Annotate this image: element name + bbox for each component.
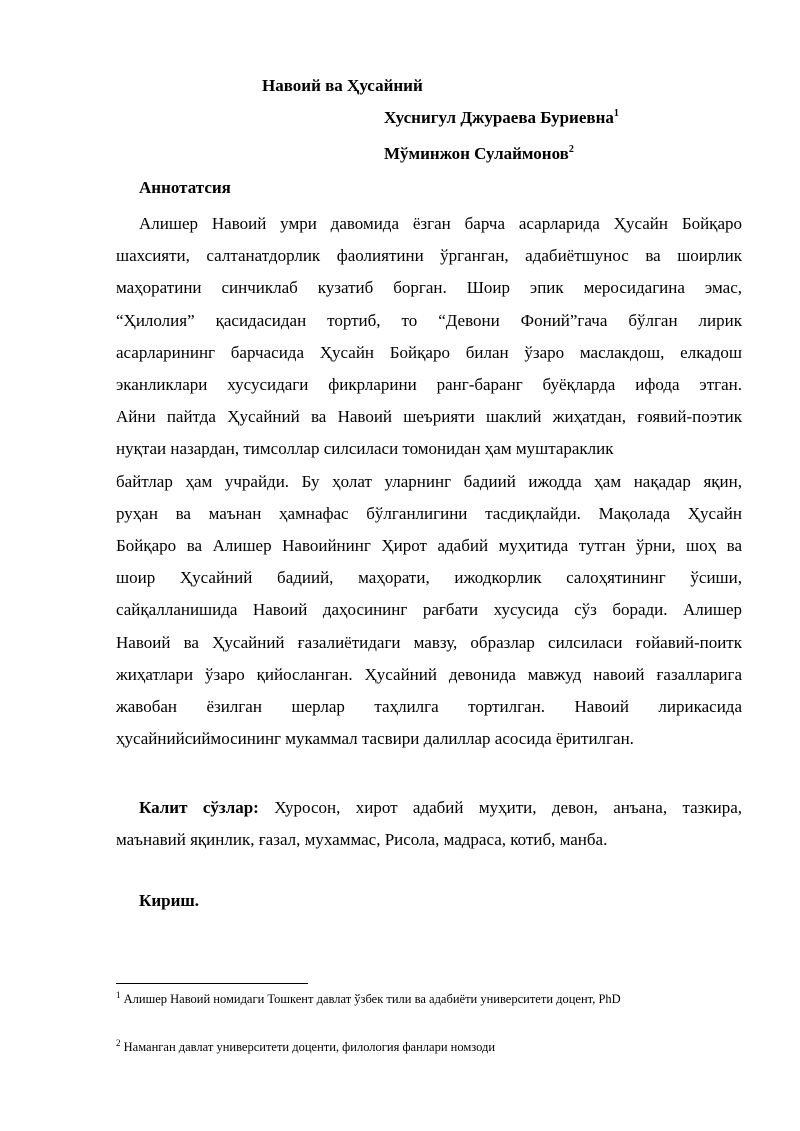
- keywords-block: [116, 792, 742, 856]
- annotation-line: ҳусайнийсиймосининг мукаммал тасвири далиллар асосида ёритилган.: [116, 729, 634, 749]
- annotation-heading: Аннотатсия: [139, 178, 231, 197]
- author-name-1: [384, 108, 619, 128]
- annotation-line: маҳоратини синчиклаб кузатиб борган. Шоир эпик меросидагина эмас,: [116, 278, 742, 298]
- annotation-line: шахсияти, салтанатдорлик фаолиятини ўрганган, адабиётшунос ва шоирлик: [116, 246, 742, 266]
- annotation-line: Алишер Навоий умри давомида ёзган барча асарларида Ҳусайн Бойқаро: [139, 214, 742, 233]
- author-name-text: Мўминжон Сулаймонов: [384, 144, 569, 163]
- annotation-line: руҳан ва маънан ҳамнафас бўлганлигини тасдиқлайди. Мақолада Ҳусайн: [116, 503, 742, 523]
- footnote-separator: [116, 983, 308, 984]
- annotation-line: сайқалланишида Навоий даҳосининг рағбати хусусида сўз боради. Алишер: [116, 600, 742, 620]
- footnote-mark: 2: [568, 144, 574, 155]
- intro-heading: Кириш.: [139, 891, 199, 910]
- keywords-text: Хуросон, хирот адабий муҳити, девон, анъана, тазкира,: [258, 798, 743, 817]
- annotation-line: шоир Ҳусайний бадиий, маҳорати, ижодкорлик салоҳятининг ўсиши,: [116, 568, 742, 588]
- author-name-2: [384, 144, 574, 164]
- annotation-line: эканликлари хусусидаги фикрларини ранг-баранг буёқларда ифода этган.: [116, 375, 742, 395]
- footnote-text: Наманган давлат университети доценти, филология фанлари номзоди: [120, 1040, 496, 1054]
- annotation-line: жавобан ёзилган шерлар таҳлилга тортилган. Навоий лирикасида: [116, 697, 742, 717]
- footnote-number: 1: [116, 990, 121, 1000]
- footnote-mark: 1: [613, 108, 619, 119]
- footnote-1: [116, 992, 621, 1007]
- annotation-line: Навоий ва Ҳусайний ғазалиётидаги мавзу, образлар силсиласи ғойавий-поитк: [116, 632, 742, 652]
- footnote-number: 2: [116, 1038, 121, 1048]
- annotation-line: Айни пайтда Ҳусайний ва Навоий шеърияти шаклий жиҳатдан, ғоявий-поэтик: [116, 407, 742, 427]
- annotation-body: [116, 208, 742, 755]
- keywords-label: Калит сўзлар:: [139, 798, 259, 817]
- document-title: Навоий ва Ҳусайний: [262, 76, 423, 95]
- annotation-line: байтлар ҳам учрайди. Бу ҳолат уларнинг бадиий ижодда ҳам нақадар яқин,: [116, 471, 742, 491]
- author-name-text: Хуснигул Джураева Буриевна: [384, 108, 614, 127]
- annotation-line: “Ҳилолия” қасидасидан тортиб, то “Девони Фоний”гача бўлган лирик: [116, 310, 742, 330]
- keywords-line-1: [116, 792, 742, 824]
- annotation-line: Бойқаро ва Алишер Навоийнинг Ҳирот адабий муҳитида тутган ўрни, шоҳ ва: [116, 536, 742, 556]
- annotation-line: жиҳатлари ўзаро қийосланган. Ҳусайний девонида мавжуд навоий ғазалларига: [116, 664, 742, 684]
- footnote-2: [116, 1040, 495, 1055]
- footnote-text: Алишер Навоий номидаги Тошкент давлат ўзбек тили ва адабиёти университети доцент, PhD: [120, 992, 621, 1006]
- annotation-line: нуқтаи назардан, тимсоллар силсиласи томонидан ҳам муштараклик: [116, 439, 614, 459]
- annotation-line: асарларининг барчасида Ҳусайн Бойқаро билан ўзаро маслакдош, елкадош: [116, 342, 742, 362]
- keywords-line-2: маънавий яқинлик, ғазал, мухаммас, Рисола, мадраса, котиб, манба.: [116, 830, 608, 849]
